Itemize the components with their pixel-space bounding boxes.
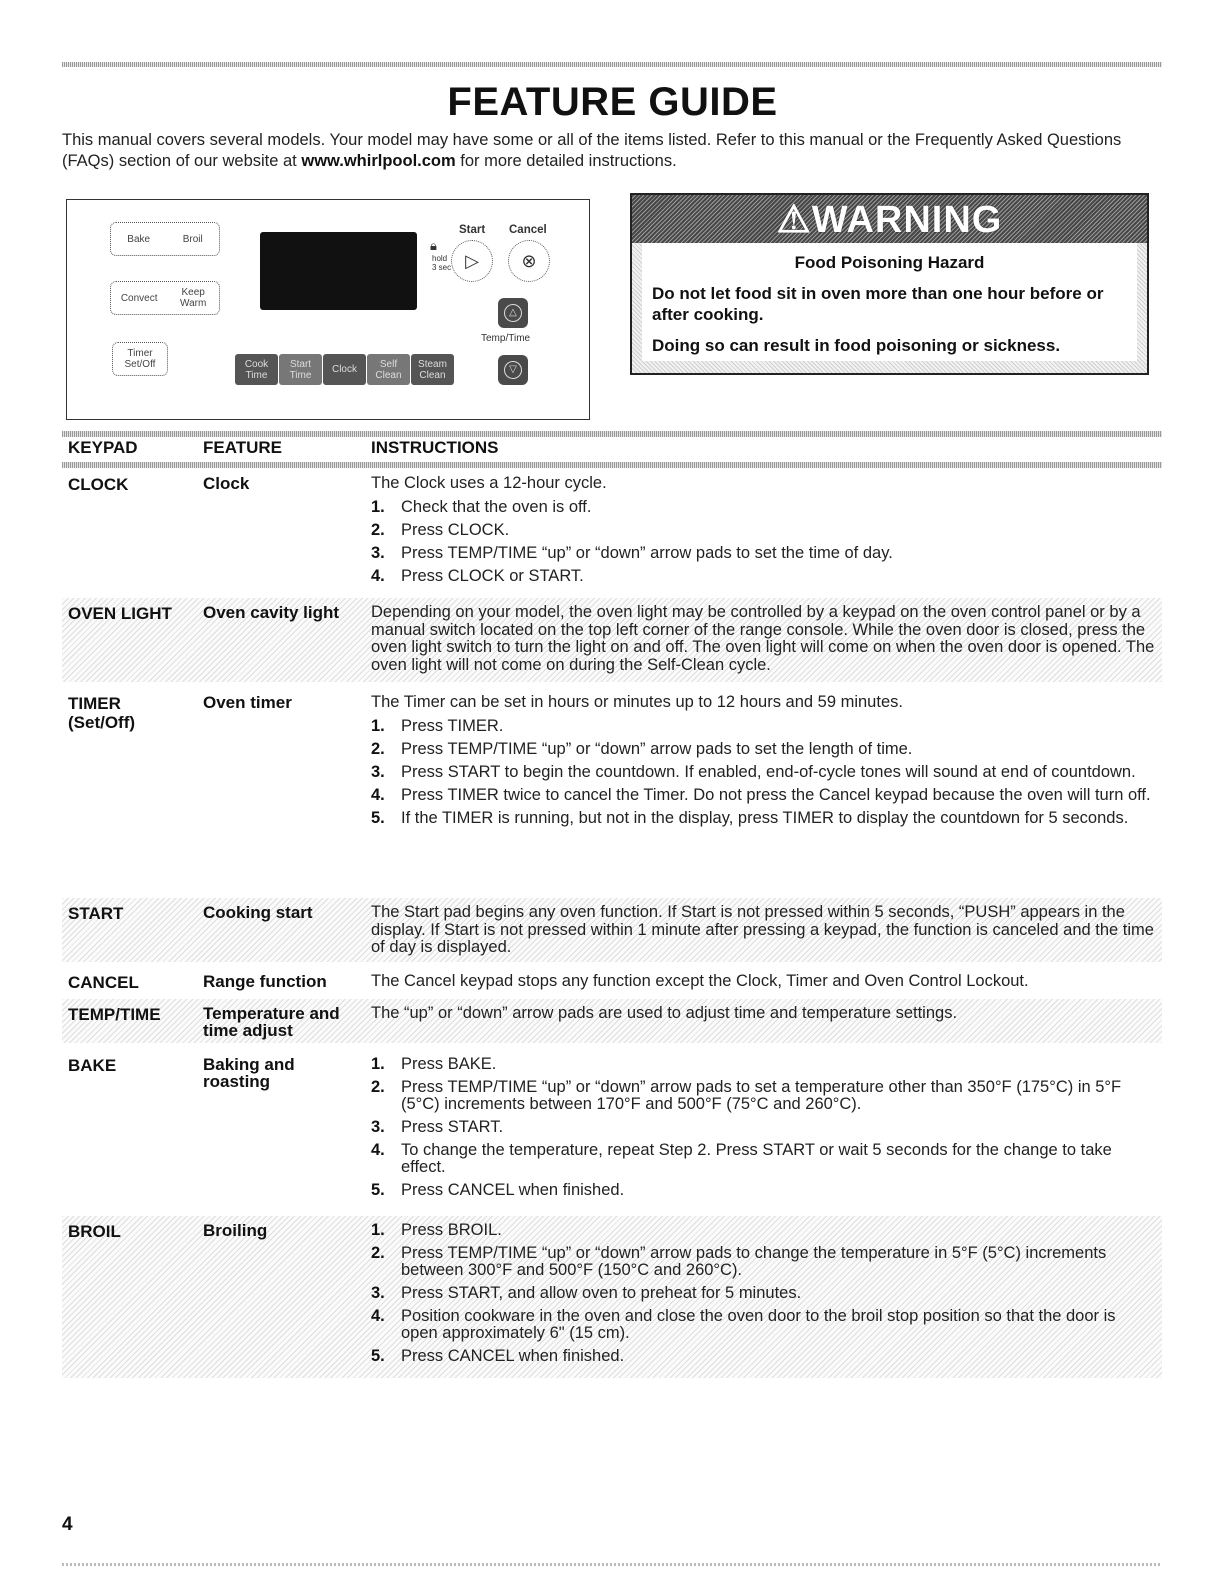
page-number: 4 — [62, 1514, 73, 1535]
table-row-bake — [62, 1050, 1162, 1210]
instructions-cell — [371, 1050, 1156, 1199]
table-row-temp-time — [62, 999, 1162, 1043]
instructions-cell: Depending on your model, the oven light may be controlled by a keypad on the oven control panel or by a manual switch located on the top left corner of the range console. While the oven door is closed, press the oven light switch to turn the light on and off. The oven light will come on when the oven door is opened. The oven light will not come on during the Self-Clean cycle. — [371, 603, 1155, 674]
cook-time-key: Cook Time — [235, 354, 278, 385]
feature-cell: Broiling — [203, 1221, 268, 1240]
step: 4. To change the temperature, repeat Step 2. Press START or wait 5 seconds for the change to take effect. — [371, 1141, 1112, 1176]
step: 3. Press START. — [371, 1118, 504, 1136]
step: 2. Press TEMP/TIME “up” or “down” arrow pads to set the length of time. — [371, 739, 913, 758]
start-icon: ▷ — [451, 240, 493, 282]
bottom-rule — [62, 1563, 1162, 1566]
self-clean-key: Self Clean — [367, 354, 410, 385]
warning-text: Do not let food sit in oven more than one hour before or after cooking. — [652, 284, 1104, 324]
step: 1. Press TIMER. — [371, 716, 504, 735]
keypad-cell: CLOCK — [68, 475, 129, 494]
table-row-cancel — [62, 967, 1162, 997]
table-header-rule-bottom — [62, 462, 1162, 468]
feature-cell: Cooking start — [203, 903, 313, 922]
keypad-cell: TIMER (Set/Off) — [68, 694, 136, 732]
table-header-rule-top — [62, 431, 1162, 437]
step: 2. Press CLOCK. — [371, 520, 510, 539]
bake-broil-keypad: Bake Broil — [110, 222, 220, 256]
warning-consequence: Doing so can result in food poisoning or sickness. — [652, 336, 1061, 355]
page-title: FEATURE GUIDE — [447, 80, 778, 124]
oven-display — [260, 232, 417, 310]
keypad-cell: BAKE — [68, 1056, 117, 1075]
instructions-cell: The “up” or “down” arrow pads are used to adjust time and temperature settings. — [371, 1004, 958, 1022]
keypad-cell: TEMP/TIME — [68, 1005, 161, 1024]
feature-cell: Range function — [203, 972, 327, 991]
instructions-cell: The Clock uses a 12-hour cycle. 1. Check that the oven is off. 2. Press CLOCK. 3. Press TEMP/TIME “up” or “down” arrow pads to set the time of day. 4. Press CLOCK or START. — [371, 475, 1156, 585]
step: 2. Press TEMP/TIME “up” or “down” arrow pads to change the temperature in 5°F (5°C) increments between 300°F and 500°F (150°C and 260°C). — [371, 1244, 1107, 1279]
step: 5. If the TIMER is running, but not in the display, press TIMER to display the countdown for 5 seconds. — [371, 808, 1129, 827]
start-time-key: Start Time — [279, 354, 322, 385]
warning-title: Food Poisoning Hazard — [794, 253, 985, 272]
hold-label: hold 3 sec — [432, 254, 452, 272]
control-panel-diagram — [66, 199, 590, 420]
down-arrow-icon: ▽ — [504, 361, 522, 379]
keypad-cell: BROIL — [68, 1222, 121, 1241]
website-link[interactable]: www.whirlpool.com — [301, 152, 456, 170]
step: 3. Press TEMP/TIME “up” or “down” arrow pads to set the time of day. — [371, 543, 893, 562]
step: 1. Press BROIL. — [371, 1221, 502, 1239]
temp-time-label: Temp/Time — [481, 333, 531, 344]
step: 1. Press BAKE. — [371, 1055, 497, 1073]
up-arrow-icon: △ — [504, 304, 522, 322]
header-keypad: KEYPAD — [68, 438, 138, 457]
step: 5. Press CANCEL when finished. — [371, 1347, 625, 1365]
warning-header: ⚠WARNING — [632, 195, 1147, 243]
top-rule — [62, 62, 1162, 67]
cancel-label: Cancel — [509, 224, 547, 236]
step: 4. Press TIMER twice to cancel the Timer. Do not press the Cancel keypad because the oven will turn off. — [371, 785, 1151, 804]
step: 4. Position cookware in the oven and close the oven door to the broil stop position so that the door is open approximately 6" (15 cm). — [371, 1307, 1116, 1342]
step: 3. Press START to begin the countdown. If enabled, end-of-cycle tones will sound at end of countdown. — [371, 762, 1136, 781]
feature-cell: Temperature and time adjust — [203, 1004, 340, 1040]
header-instructions: INSTRUCTIONS — [371, 438, 499, 457]
instructions-cell — [371, 1216, 1156, 1365]
function-keypads — [235, 354, 455, 385]
step: 2. Press TEMP/TIME “up” or “down” arrow pads to set a temperature other than 350°F (175°C) in 5°F (5°C) increments between 170°F and 500°F (75°C and 260°C). — [371, 1078, 1122, 1113]
convect-keepwarm-keypad: Convect Keep Warm — [110, 281, 220, 315]
keypad-cell: START — [68, 904, 124, 923]
table-row-clock — [62, 469, 1162, 597]
cancel-icon: ⊗ — [508, 240, 550, 282]
feature-cell: Baking and roasting — [203, 1055, 295, 1091]
table-row-timer — [62, 688, 1162, 890]
table-row-oven-light — [62, 598, 1162, 682]
feature-cell: Clock — [203, 474, 250, 493]
step: 5. Press CANCEL when finished. — [371, 1181, 625, 1199]
step: 1. Check that the oven is off. — [371, 497, 592, 516]
keypad-cell: OVEN LIGHT — [68, 604, 172, 623]
table-row-broil — [62, 1216, 1162, 1378]
temp-time-up-button — [498, 298, 528, 328]
keypad-cell: CANCEL — [68, 973, 139, 992]
clock-key: Clock — [323, 354, 366, 385]
lock-icon: 🔒︎ — [430, 238, 437, 253]
feature-cell: Oven timer — [203, 693, 292, 712]
temp-time-down-button — [498, 355, 528, 385]
warning-box — [630, 193, 1149, 375]
feature-cell: Oven cavity light — [203, 603, 340, 622]
intro-paragraph: This manual covers several models. Your model may have some or all of the items listed. Refer to this manual or the Frequently Asked Questions (FAQs) section of our website at www.whirlpool.com for more detailed instructions. — [62, 131, 1122, 170]
timer-keypad: Timer Set/Off — [112, 342, 168, 376]
header-feature: FEATURE — [203, 438, 283, 457]
table-row-start — [62, 898, 1162, 962]
instructions-cell: The Cancel keypad stops any function except the Clock, Timer and Oven Control Lockout. — [371, 972, 1029, 990]
step: 3. Press START, and allow oven to preheat for 5 minutes. — [371, 1284, 802, 1302]
step: 4. Press CLOCK or START. — [371, 566, 584, 585]
instructions-cell: The Start pad begins any oven function. If Start is not pressed within 5 seconds, “PUSH” appears in the display. If Start is not pressed within 1 minute after pressing a keypad, the function is canceled and the time of day is displayed. — [371, 903, 1154, 956]
steam-clean-key: Steam Clean — [411, 354, 454, 385]
instructions-cell: The Timer can be set in hours or minutes up to 12 hours and 59 minutes. 1. Press TIMER. 2. Press TEMP/TIME “up” or “down” arrow pads to set the length of time. 3. Press START to begin the countdown. If enabled, end-of-cycle tones will sound at end of countdown. 4. Press TIMER twice to cancel the Timer. Do not press the Cancel keypad because the oven will turn off. 5. If the TIMER is running, but not in the display, press TIMER to display the countdown for 5 seconds. — [371, 694, 1156, 827]
start-label: Start — [459, 224, 486, 236]
warning-body — [642, 243, 1137, 361]
